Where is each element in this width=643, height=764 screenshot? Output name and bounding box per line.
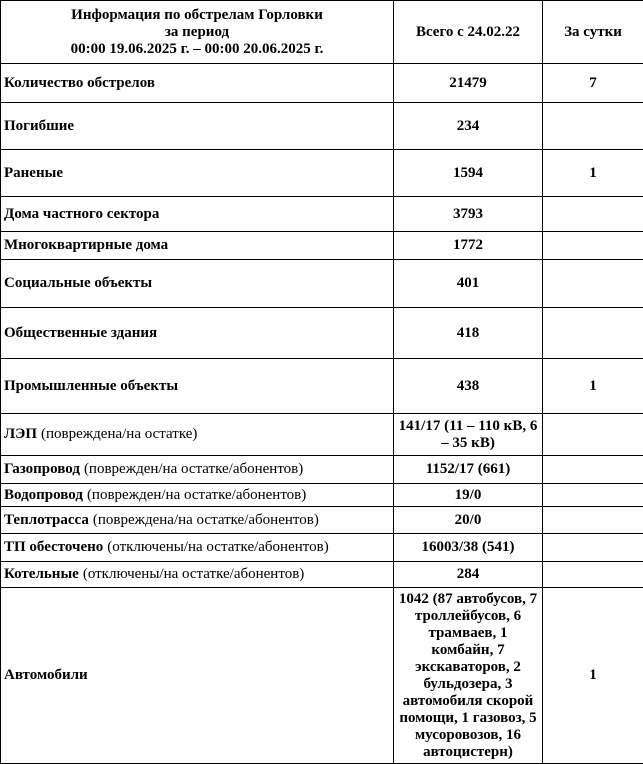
row-label: Многоквартирные дома	[4, 237, 168, 253]
row-label: ТП обесточено	[4, 539, 103, 555]
row-daily-value	[543, 507, 643, 534]
row-total-value: 141/17 (11 – 110 кВ, 6 – 35 кВ)	[394, 414, 543, 456]
row-total-value: 20/0	[394, 507, 543, 534]
row-label-cell	[1, 534, 394, 562]
row-label-cell	[1, 484, 394, 507]
row-label-cell	[1, 456, 394, 484]
row-total-value: 21479	[394, 64, 543, 103]
row-daily-value: 1	[543, 588, 643, 764]
row-label: Газопровод	[4, 461, 80, 477]
table-row	[1, 414, 643, 456]
row-daily-value	[543, 308, 643, 359]
table-row	[1, 197, 643, 232]
table-row	[1, 588, 643, 764]
row-daily-value: 7	[543, 64, 643, 103]
row-label: Дома частного сектора	[4, 206, 159, 222]
table-row	[1, 64, 643, 103]
row-label-cell	[1, 588, 394, 764]
row-total-value: 3793	[394, 197, 543, 232]
row-daily-value: 1	[543, 359, 643, 414]
row-label-cell	[1, 232, 394, 260]
table-row	[1, 150, 643, 197]
row-total-value: 401	[394, 260, 543, 308]
row-label-note: (отключены/на остатке/абонентов)	[107, 539, 328, 555]
row-total-value: 19/0	[394, 484, 543, 507]
row-daily-value	[543, 232, 643, 260]
table-title	[1, 1, 394, 64]
row-label-cell	[1, 308, 394, 359]
title-line-1: Информация по обстрелам Горловки	[4, 7, 390, 24]
row-label: Теплотрасса	[4, 512, 89, 528]
row-label: Автомобили	[4, 667, 88, 683]
row-daily-value	[543, 484, 643, 507]
table-row	[1, 232, 643, 260]
table-row	[1, 534, 643, 562]
table-body	[1, 64, 643, 764]
row-label-note: (поврежден/на остатке/абонентов)	[87, 487, 306, 503]
row-total-value: 438	[394, 359, 543, 414]
table-row	[1, 456, 643, 484]
row-label-note: (отключены/на остатке/абонентов)	[83, 566, 304, 582]
table-row	[1, 562, 643, 588]
row-label: Социальные объекты	[4, 275, 152, 291]
row-label: Погибшие	[4, 118, 74, 134]
row-label-cell	[1, 64, 394, 103]
row-label-cell	[1, 562, 394, 588]
row-label-note: (поврежден/на остатке/абонентов)	[84, 461, 303, 477]
row-label: Общественные здания	[4, 325, 157, 341]
table-row	[1, 507, 643, 534]
row-label-cell	[1, 359, 394, 414]
row-total-value: 418	[394, 308, 543, 359]
table-row	[1, 484, 643, 507]
row-label-note: (повреждена/на остатке)	[41, 426, 197, 442]
row-total-value: 284	[394, 562, 543, 588]
table-row	[1, 359, 643, 414]
table-row	[1, 260, 643, 308]
row-label-cell	[1, 260, 394, 308]
row-label: ЛЭП	[4, 426, 37, 442]
row-daily-value	[543, 197, 643, 232]
column-header-total: Всего с 24.02.22	[394, 1, 543, 64]
row-daily-value	[543, 103, 643, 150]
row-total-value: 234	[394, 103, 543, 150]
row-daily-value	[543, 562, 643, 588]
row-total-value: 1594	[394, 150, 543, 197]
row-label-cell	[1, 414, 394, 456]
row-total-value: 1772	[394, 232, 543, 260]
row-label: Водопровод	[4, 487, 83, 503]
row-label: Котельные	[4, 566, 79, 582]
row-total-value: 1042 (87 автобусов, 7 троллейбусов, 6 трамваев, 1 комбайн, 7 экскаваторов, 2 бульдозера, 3 автомобиля скорой помощи, 1 газовоз, 5 мусоровозов, 16 автоцистерн)	[394, 588, 543, 764]
row-daily-value	[543, 260, 643, 308]
row-daily-value: 1	[543, 150, 643, 197]
table-row	[1, 308, 643, 359]
row-label-cell	[1, 103, 394, 150]
row-label-cell	[1, 197, 394, 232]
row-label: Промышленные объекты	[4, 378, 178, 394]
row-daily-value	[543, 456, 643, 484]
row-label-note: (повреждена/на остатке/абонентов)	[93, 512, 319, 528]
table-row	[1, 103, 643, 150]
row-daily-value	[543, 414, 643, 456]
title-line-3: 00:00 19.06.2025 г. – 00:00 20.06.2025 г.	[4, 41, 390, 58]
row-label: Раненые	[4, 165, 63, 181]
row-daily-value	[543, 534, 643, 562]
row-label: Количество обстрелов	[4, 75, 155, 91]
row-total-value: 1152/17 (661)	[394, 456, 543, 484]
title-line-2: за период	[4, 24, 390, 41]
column-header-daily: За сутки	[543, 1, 643, 64]
row-label-cell	[1, 507, 394, 534]
header-row	[1, 1, 643, 64]
row-label-cell	[1, 150, 394, 197]
row-total-value: 16003/38 (541)	[394, 534, 543, 562]
